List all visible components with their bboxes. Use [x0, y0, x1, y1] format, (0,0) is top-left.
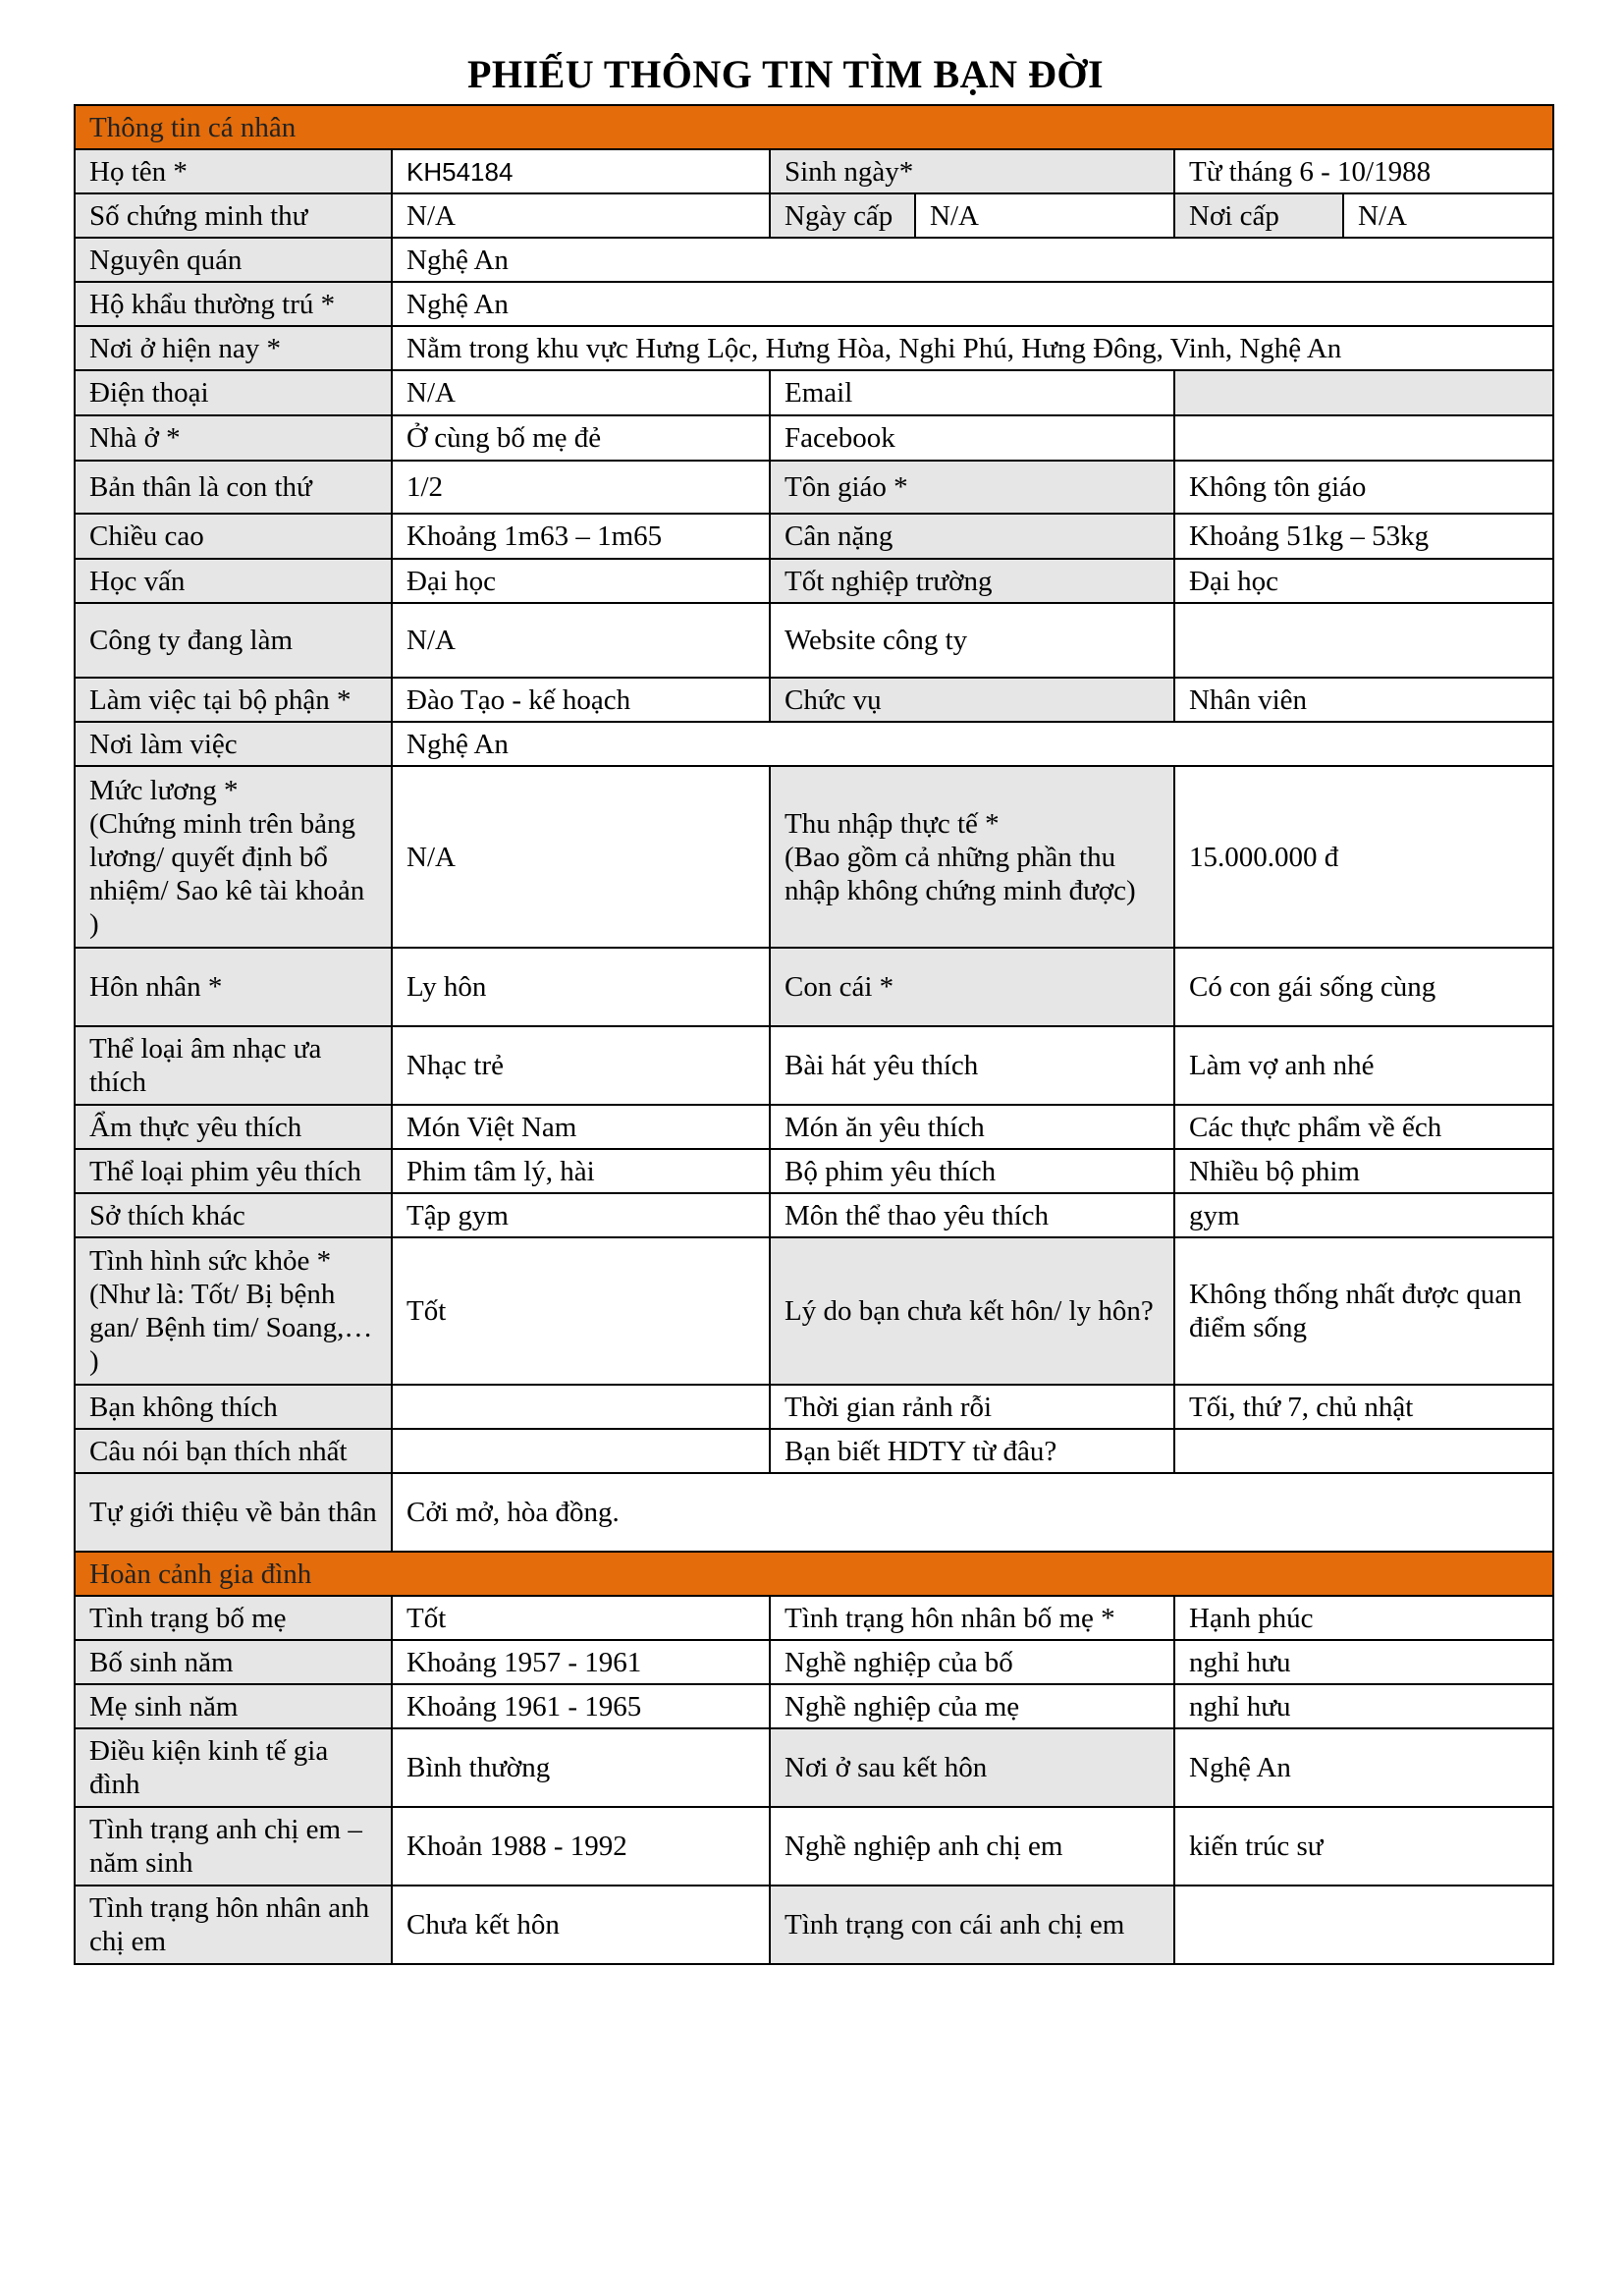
table-row [75, 326, 1553, 370]
section-header-row [75, 1552, 1553, 1596]
marriage-label: Hôn nhân * [75, 948, 392, 1026]
song-label: Bài hát yêu thích [770, 1026, 1174, 1105]
table-row [75, 193, 1553, 238]
father-job-label: Nghề nghiệp của bố [770, 1640, 1174, 1684]
sport-field[interactable]: gym [1174, 1193, 1553, 1237]
department-field[interactable]: Đào Tạo - kế hoạch [392, 678, 770, 722]
table-row [75, 461, 1553, 514]
dish-field[interactable]: Các thực phẩm về ếch [1174, 1105, 1553, 1149]
table-row [75, 1640, 1553, 1684]
economy-label: Điều kiện kinh tế gia đình [75, 1728, 392, 1807]
section-header-personal: Thông tin cá nhân [75, 105, 1553, 149]
intro-label: Tự giới thiệu về bản thân [75, 1473, 392, 1552]
siblings-label: Tình trạng anh chị em – năm sinh [75, 1807, 392, 1886]
household-field[interactable]: Nghệ An [392, 282, 1553, 326]
facebook-label: Facebook [770, 415, 1174, 461]
company-field[interactable]: N/A [392, 603, 770, 678]
quote-field[interactable] [392, 1429, 770, 1473]
section-header-family: Hoàn cảnh gia đình [75, 1552, 1553, 1596]
table-row [75, 1684, 1553, 1728]
email-field[interactable] [1174, 370, 1553, 415]
film-genre-field[interactable]: Phim tâm lý, hài [392, 1149, 770, 1193]
id-label: Số chứng minh thư [75, 193, 392, 238]
issue-date-field[interactable]: N/A [915, 193, 1174, 238]
hobby-label: Sở thích khác [75, 1193, 392, 1237]
children-field[interactable]: Có con gái sống cùng [1174, 948, 1553, 1026]
website-label: Website công ty [770, 603, 1174, 678]
table-row [75, 514, 1553, 559]
free-time-field[interactable]: Tối, thứ 7, chủ nhật [1174, 1385, 1553, 1429]
table-row [75, 1728, 1553, 1807]
table-row [75, 1026, 1553, 1105]
religion-field[interactable]: Không tôn giáo [1174, 461, 1553, 514]
company-label: Công ty đang làm [75, 603, 392, 678]
table-row [75, 1105, 1553, 1149]
siblings-job-label: Nghề nghiệp anh chị em [770, 1807, 1174, 1886]
position-label: Chức vụ [770, 678, 1174, 722]
table-row [75, 1596, 1553, 1640]
quote-label: Câu nói bạn thích nhất [75, 1429, 392, 1473]
mother-birth-label: Mẹ sinh năm [75, 1684, 392, 1728]
siblings-marriage-field[interactable]: Chưa kết hôn [392, 1886, 770, 1964]
health-field[interactable]: Tốt [392, 1237, 770, 1385]
child-order-label: Bản thân là con thứ [75, 461, 392, 514]
table-row [75, 1807, 1553, 1886]
table-row [75, 1237, 1553, 1385]
table-row [75, 149, 1553, 193]
issue-date-label: Ngày cấp [770, 193, 915, 238]
marriage-field[interactable]: Ly hôn [392, 948, 770, 1026]
education-field[interactable]: Đại học [392, 559, 770, 603]
cuisine-label: Ẩm thực yêu thích [75, 1105, 392, 1149]
dislike-field[interactable] [392, 1385, 770, 1429]
table-row [75, 948, 1553, 1026]
reason-label: Lý do bạn chưa kết hôn/ ly hôn? [770, 1237, 1174, 1385]
birth-field[interactable]: Từ tháng 6 - 10/1988 [1174, 149, 1553, 193]
profile-form-table [74, 104, 1554, 1965]
phone-field[interactable]: N/A [392, 370, 770, 415]
name-field[interactable]: KH54184 [392, 149, 770, 193]
mother-job-field[interactable]: nghỉ hưu [1174, 1684, 1553, 1728]
source-field[interactable] [1174, 1429, 1553, 1473]
hobby-field[interactable]: Tập gym [392, 1193, 770, 1237]
film-genre-label: Thể loại phim yêu thích [75, 1149, 392, 1193]
parents-status-label: Tình trạng bố mẹ [75, 1596, 392, 1640]
table-row [75, 722, 1553, 766]
weight-label: Cân nặng [770, 514, 1174, 559]
free-time-label: Thời gian rảnh rỗi [770, 1385, 1174, 1429]
workplace-label: Nơi làm việc [75, 722, 392, 766]
table-row [75, 1385, 1553, 1429]
height-label: Chiều cao [75, 514, 392, 559]
table-row [75, 282, 1553, 326]
section-header-row [75, 105, 1553, 149]
mother-birth-field[interactable]: Khoảng 1961 - 1965 [392, 1684, 770, 1728]
film-label: Bộ phim yêu thích [770, 1149, 1174, 1193]
weight-field[interactable]: Khoảng 51kg – 53kg [1174, 514, 1553, 559]
income-label: Thu nhập thực tế * (Bao gồm cả những phần thu nhập không chứng minh được) [770, 766, 1174, 948]
education-label: Học vấn [75, 559, 392, 603]
table-row [75, 1149, 1553, 1193]
id-field[interactable]: N/A [392, 193, 770, 238]
residence-field[interactable]: Nằm trong khu vực Hưng Lộc, Hưng Hòa, Nghi Phú, Hưng Đông, Vinh, Nghệ An [392, 326, 1553, 370]
mother-job-label: Nghề nghiệp của mẹ [770, 1684, 1174, 1728]
siblings-children-field[interactable] [1174, 1886, 1553, 1964]
name-label: Họ tên * [75, 149, 392, 193]
origin-label: Nguyên quán [75, 238, 392, 282]
intro-field[interactable]: Cởi mở, hòa đồng. [392, 1473, 1553, 1552]
reason-field[interactable]: Không thống nhất được quan điểm sống [1174, 1237, 1553, 1385]
department-label: Làm việc tại bộ phận * [75, 678, 392, 722]
salary-field[interactable]: N/A [392, 766, 770, 948]
music-label: Thể loại âm nhạc ưa thích [75, 1026, 392, 1105]
school-label: Tốt nghiệp trường [770, 559, 1174, 603]
table-row [75, 1429, 1553, 1473]
cuisine-field[interactable]: Món Việt Nam [392, 1105, 770, 1149]
child-order-field[interactable]: 1/2 [392, 461, 770, 514]
father-birth-label: Bố sinh năm [75, 1640, 392, 1684]
workplace-field[interactable]: Nghệ An [392, 722, 1553, 766]
sport-label: Môn thể thao yêu thích [770, 1193, 1174, 1237]
siblings-job-field[interactable]: kiến trúc sư [1174, 1807, 1553, 1886]
position-field[interactable]: Nhân viên [1174, 678, 1553, 722]
table-row [75, 1886, 1553, 1964]
table-row [75, 678, 1553, 722]
parents-status-field[interactable]: Tốt [392, 1596, 770, 1640]
household-label: Hộ khẩu thường trú * [75, 282, 392, 326]
children-label: Con cái * [770, 948, 1174, 1026]
after-marriage-field[interactable]: Nghệ An [1174, 1728, 1553, 1807]
table-row [75, 1193, 1553, 1237]
siblings-children-label: Tình trạng con cái anh chị em [770, 1886, 1174, 1964]
dislike-label: Bạn không thích [75, 1385, 392, 1429]
table-row [75, 559, 1553, 603]
source-label: Bạn biết HDTY từ đâu? [770, 1429, 1174, 1473]
siblings-marriage-label: Tình trạng hôn nhân anh chị em [75, 1886, 392, 1964]
table-row [75, 415, 1553, 461]
table-row [75, 238, 1553, 282]
issue-place-field[interactable]: N/A [1343, 193, 1553, 238]
religion-label: Tôn giáo * [770, 461, 1174, 514]
phone-label: Điện thoại [75, 370, 392, 415]
house-field[interactable]: Ở cùng bố mẹ đẻ [392, 415, 770, 461]
origin-field[interactable]: Nghệ An [392, 238, 1553, 282]
father-birth-field[interactable]: Khoảng 1957 - 1961 [392, 1640, 770, 1684]
table-row [75, 603, 1553, 678]
parents-marriage-label: Tình trạng hôn nhân bố mẹ * [770, 1596, 1174, 1640]
table-row [75, 370, 1553, 415]
song-field[interactable]: Làm vợ anh nhé [1174, 1026, 1553, 1105]
page-title: PHIẾU THÔNG TIN TÌM BẠN ĐỜI [466, 52, 1105, 96]
facebook-field[interactable] [1174, 415, 1553, 461]
website-field[interactable] [1174, 603, 1553, 678]
email-label: Email [770, 370, 1174, 415]
height-field[interactable]: Khoảng 1m63 – 1m65 [392, 514, 770, 559]
economy-field[interactable]: Bình thường [392, 1728, 770, 1807]
table-row [75, 1473, 1553, 1552]
birth-label: Sinh ngày* [770, 149, 1174, 193]
father-job-field[interactable]: nghỉ hưu [1174, 1640, 1553, 1684]
residence-label: Nơi ở hiện nay * [75, 326, 392, 370]
house-label: Nhà ở * [75, 415, 392, 461]
table-row [75, 766, 1553, 948]
music-field[interactable]: Nhạc trẻ [392, 1026, 770, 1105]
siblings-field[interactable]: Khoản 1988 - 1992 [392, 1807, 770, 1886]
school-field[interactable]: Đại học [1174, 559, 1553, 603]
issue-place-label: Nơi cấp [1174, 193, 1343, 238]
film-field[interactable]: Nhiều bộ phim [1174, 1149, 1553, 1193]
dish-label: Món ăn yêu thích [770, 1105, 1174, 1149]
salary-label: Mức lương * (Chứng minh trên bảng lương/ quyết định bổ nhiệm/ Sao kê tài khoản ) [75, 766, 392, 948]
income-field[interactable]: 15.000.000 đ [1174, 766, 1553, 948]
after-marriage-label: Nơi ở sau kết hôn [770, 1728, 1174, 1807]
health-label: Tình hình sức khỏe * (Như là: Tốt/ Bị bệnh gan/ Bệnh tim/ Soang,… ) [75, 1237, 392, 1385]
parents-marriage-field[interactable]: Hạnh phúc [1174, 1596, 1553, 1640]
